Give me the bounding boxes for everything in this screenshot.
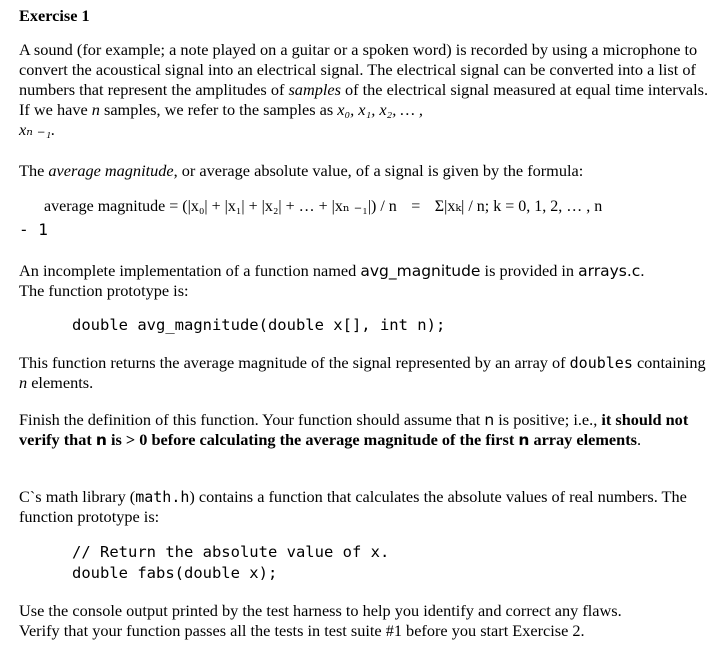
impl-text-3: . <box>640 261 645 280</box>
sample-sequence: x₀, x₁, x₂, … , <box>337 100 423 119</box>
finish-bold-3: array elements <box>529 430 637 449</box>
intro-text-2: of the electrical signal measured at equal time intervals. If we have <box>19 80 709 119</box>
implementation-paragraph <box>19 261 714 301</box>
math-text-1: C`s math library ( <box>19 487 136 506</box>
finish-text-2: is positive; i.e., <box>494 410 602 429</box>
average-magnitude-paragraph <box>19 161 714 181</box>
returns-text-2: containing <box>632 353 706 372</box>
doubles-type: doubles <box>569 354 633 372</box>
function-name: avg_magnitude <box>360 262 481 280</box>
finish-text-3: . <box>636 430 642 449</box>
intro-paragraph <box>19 40 714 140</box>
finish-bold-2: is > 0 before calculating the average magnitude of the first <box>106 430 519 449</box>
console-paragraph <box>19 601 714 641</box>
fabs-prototype-block <box>72 542 389 584</box>
console-text-1: Use the console output printed by the test harness to help you identify and correct any flaws. <box>19 601 622 620</box>
avg-text-1: The <box>19 161 49 180</box>
math-library-paragraph <box>19 487 714 527</box>
formula-continuation: - 1 <box>19 220 48 239</box>
n-variable: n <box>95 431 107 449</box>
average-magnitude-formula <box>44 197 714 217</box>
n-variable: n <box>19 373 28 392</box>
formula-rhs: Σ|xₖ| / n; k = 0, 1, 2, … , n <box>434 198 603 215</box>
avg-magnitude-prototype: double avg_magnitude(double x[], int n); <box>72 316 446 334</box>
intro-text-1: A sound (for example; a note played on a guitar or a spoken word) is recorded by using a microphone to convert the acoustical signal into an electrical signal. The electrical signal can be converted into a list of numbers that represent the amplitudes of <box>19 40 698 99</box>
n-variable: n <box>91 100 100 119</box>
impl-text-1: An incomplete implementation of a function named <box>19 261 361 280</box>
fabs-comment: // Return the absolute value of x. <box>72 543 390 561</box>
exercise-title: Exercise 1 <box>19 6 90 25</box>
returns-text-1: This function returns the average magnitude of the signal represented by an array of <box>19 353 570 372</box>
impl-text-2: is provided in <box>480 261 579 280</box>
impl-text-4: The function prototype is: <box>19 281 189 300</box>
fabs-prototype: double fabs(double x); <box>72 564 278 582</box>
file-name: arrays.c <box>578 262 641 280</box>
math-text-2: ) contains a function that calculates the absolute values of real numbers. The function prototype is: <box>19 487 687 526</box>
returns-paragraph <box>19 353 714 393</box>
n-variable: n <box>518 431 530 449</box>
intro-text-3: samples, we refer to the samples as <box>99 100 338 119</box>
finish-text-1: Finish the definition of this function. Your function should assume that <box>19 410 485 429</box>
console-text-2: Verify that your function passes all the tests in test suite #1 before you start Exercise 2. <box>19 621 585 640</box>
returns-text-3: elements. <box>27 373 94 392</box>
n-variable: n <box>484 411 495 429</box>
finish-paragraph <box>19 410 714 450</box>
samples-emphasis: samples <box>288 80 341 99</box>
finish-bold-1: it should not verify that <box>19 410 689 449</box>
formula-equals: = <box>411 198 421 215</box>
math-header: math.h <box>135 488 190 506</box>
average-magnitude-emphasis: average magnitude <box>48 161 174 180</box>
formula-lhs: average magnitude = (|x₀| + |x₁| + |x₂| + … + |xₙ ₋₁|) / n <box>44 198 397 215</box>
sample-sequence-last: xₙ ₋₁. <box>19 120 56 139</box>
avg-text-2: , or average absolute value, of a signal is given by the formula: <box>173 161 584 180</box>
